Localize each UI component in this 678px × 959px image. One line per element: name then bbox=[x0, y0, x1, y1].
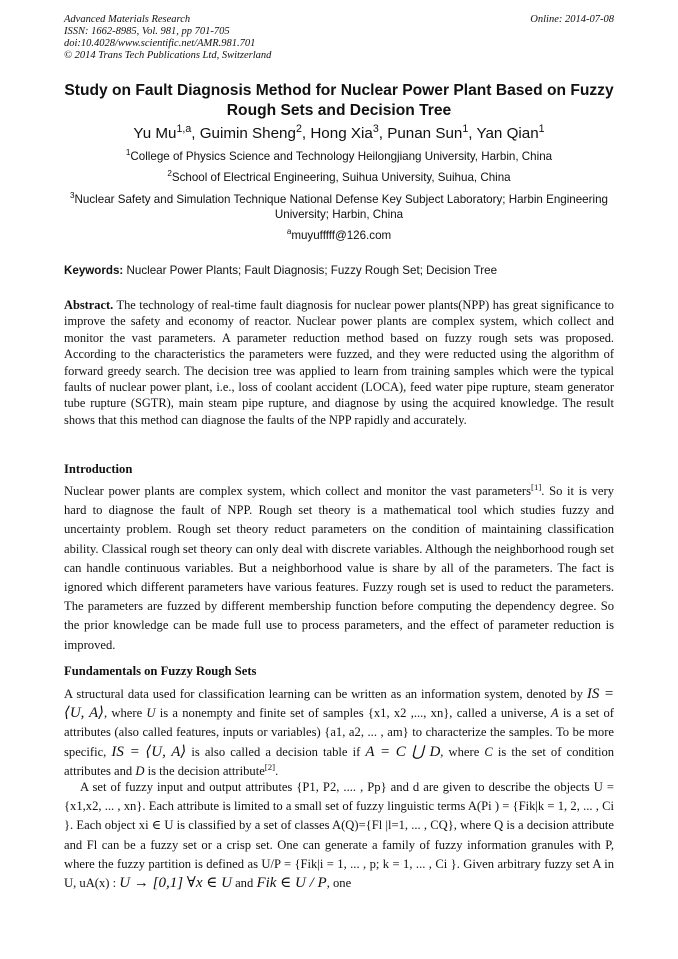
paper-title: Study on Fault Diagnosis Method for Nuclear Power Plant Based on Fuzzy Rough Sets and Decision Tree bbox=[64, 82, 614, 119]
citation: [1] bbox=[531, 481, 542, 492]
keywords bbox=[64, 263, 614, 278]
section-heading-fundamentals: Fundamentals on Fuzzy Rough Sets bbox=[64, 664, 257, 678]
affiliation-1: $^1$College of Physics Science and Technology Heilongjiang University, Harbin, China bbox=[125, 148, 553, 163]
author: Punan Sun$^1$ bbox=[387, 122, 469, 142]
equation-membership-function: U → [0,1] ∀x ∈ U bbox=[119, 875, 232, 892]
author: Hong Xia$^3$ bbox=[310, 122, 379, 142]
copyright-line: © 2014 Trans Tech Publications Ltd, Switzerland bbox=[64, 50, 272, 61]
introduction-paragraph: Nuclear power plants are complex system, which collect and monitor the vast parameters[1]. So it is very hard to diagnose the fault of NPP. Rough set theory is a mathematical tool which studies fuzzy and uncertainty problem. Rough set theory reduct parameters on the condition of maintaining classification ability. Classical rough set theory can only deal with discrete variables. Although the neighborhood rough set can handle continuous variables. But a neighborhood value is share by all of the parameters. The fact is ignored which different parameters have various features. Fuzzy rough set is used to reduct the parameters. The parameters are fuzzed by different membership function before computing the dependency degree. So the prior knowledge can be made full use to process parameters, and the effect of parameter reduction is improved. bbox=[64, 481, 614, 652]
doi-line: doi:10.4028/www.scientific.net/AMR.981.701 bbox=[64, 38, 256, 49]
equation-fuzzy-partition: Fik ∈ U / P bbox=[256, 875, 327, 892]
section-heading-introduction: Introduction bbox=[64, 462, 133, 476]
affiliation-2: $^2$School of Electrical Engineering, Suihua University, Suihua, China bbox=[167, 169, 511, 184]
equation-decision-table: IS = ⟨U, A⟩ bbox=[111, 743, 187, 760]
issn-line: ISSN: 1662-8985, Vol. 981, pp 701-705 bbox=[64, 26, 230, 37]
author: Yu Mu$^{1,a}$ bbox=[133, 122, 192, 142]
online-date: Online: 2014-07-08 bbox=[530, 14, 614, 25]
keywords-text: Nuclear Power Plants; Fault Diagnosis; Fuzzy Rough Set; Decision Tree bbox=[126, 264, 498, 277]
running-header bbox=[64, 14, 271, 62]
affiliation-3: $^3$Nuclear Safety and Simulation Technique National Defense Key Subject Laboratory; Harbin Engineering University; Harbin, China bbox=[70, 191, 608, 221]
author-list: Yu Mu$^{1,a}$, Guimin Sheng$^2$, Hong Xia$^3$, Punan Sun$^1$, Yan Qian$^1$ bbox=[133, 122, 545, 142]
abstract bbox=[64, 297, 614, 428]
author: Guimin Sheng$^2$ bbox=[199, 122, 302, 142]
author: Yan Qian$^1$ bbox=[476, 122, 545, 142]
equation-information-system: IS = ⟨U, A⟩ bbox=[64, 686, 614, 722]
abstract-text: The technology of real-time fault diagnosis for nuclear power plants(NPP) has great significance to improve the safety and economy of reactor. Nuclear power plants are complex system, which collect and monitor the vast parameters. A parameter reduction method based on fuzzy rough sets was proposed. According to the characteristics the parameters were fuzzed, and they were reducted using the algorithm of forward greedy search. The decision tree was applied to learn from training samples which were the typical faults of nuclear power plant, i.e., loss of coolant accident (LOCA), feed water pipe rupture, steam generator tube rupture (SGTR), main steam pipe rupture, and diagnose by using the acquired knowledge. The result shows that this method can diagnose the faults of the NPP rapidly and accurately. bbox=[64, 298, 615, 427]
abstract-label: Abstract. bbox=[64, 298, 114, 312]
journal-name: Advanced Materials Research bbox=[64, 14, 191, 25]
fundamentals-paragraph-2: A set of fuzzy input and output attributes {P1, P2, .... , Pp} and d are given to describe the objects U = {x1,x2, ... , xn}. Each attribute is limited to a small set of fuzzy linguistic terms A(Pi ) = {Fik|k = 1, 2, ... , Ci }. Each object xi ∈ U is classified by a set of classes A(Q)={Fl |l=1, ... , CQ}, where Q is a decision attribute and Fl can be a fuzzy set or a crisp set. One can generate a family of fuzzy information granules with P, where the fuzzy partition is defined as U/P = {Fik|i = 1, ... , p; k = 1, ... , Ci }. Given arbitrary fuzzy set A in U, uA(x) : U → [0,1] ∀x ∈ U and Fik ∈ U / P, one bbox=[64, 780, 614, 892]
fundamentals-paragraph-1: A structural data used for classification learning can be written as an information system, denoted by IS = ⟨U, A⟩, where U is a nonempty and finite set of samples {x1, x2 ,..., xn}, called a universe, A is a set of attributes (also called features, inputs or variables) {a1, a2, ... , am} to characterize the samples. To be more specific, IS = ⟨U, A⟩ is also called a decision table if A = C ⋃ D, where C is the set of condition attributes and D is the decision attribute[2]. bbox=[64, 686, 615, 778]
citation: [2] bbox=[264, 761, 276, 772]
equation-attribute-union: A = C ⋃ D bbox=[365, 743, 441, 760]
keywords-label: Keywords: bbox=[64, 264, 124, 277]
author-email: $^a$muyufffff@126.com bbox=[286, 227, 392, 242]
